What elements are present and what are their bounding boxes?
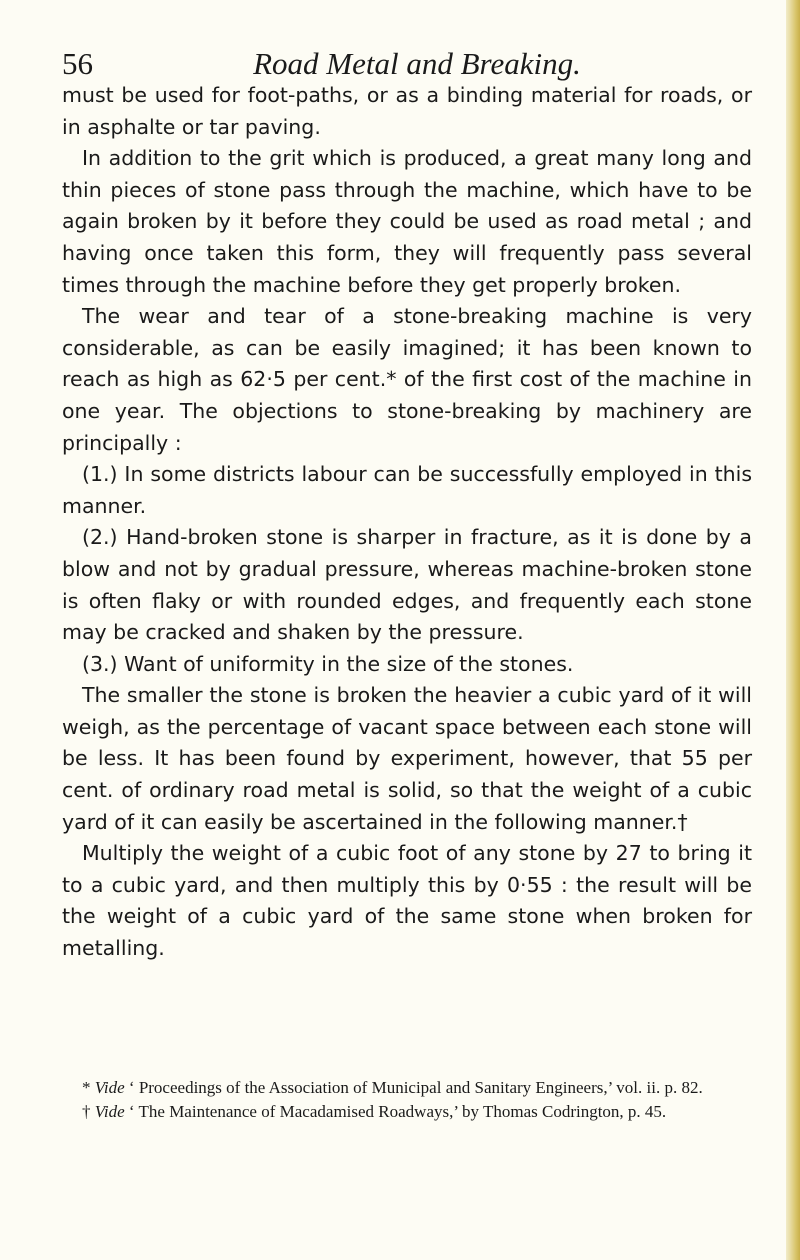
paragraph-5: (2.) Hand-broken stone is sharper in fracture, as it is done by a blow and not by gradual pressure, whereas machine-broken stone is often flaky or with rounded edges, and frequently each stone may be cracked and shaken by the pressure.: [62, 525, 752, 645]
paragraph-4: (1.) In some districts labour can be successfully employed in this manner.: [62, 462, 752, 518]
page-edge: [786, 0, 800, 1260]
footnote-2-vide: Vide: [94, 1102, 125, 1121]
footnote-1-text: ‘ Proceedings of the Association of Municipal and Sanitary Engineers,’ vol. ii. p. 82.: [128, 1078, 703, 1097]
paragraph-3: The wear and tear of a stone-breaking machine is very considerable, as can be easily imagined; it has been known to reach as high as 62·5 per cent.* of the first cost of the machine in one year. The objections to stone-breaking by machinery are principally :: [62, 304, 752, 455]
paragraph-7: The smaller the stone is broken the heavier a cubic yard of it will weigh, as the percentage of vacant space between each stone will be less. It has been found by experiment, however, that 55 per cent. of ordinary road metal is solid, so that the weight of a cubic yard of it can easily be ascertained in the following manner.†: [62, 683, 752, 834]
footnote-1-mark: *: [82, 1078, 91, 1097]
page-number: 56: [62, 46, 93, 81]
footnote-2-mark: †: [82, 1102, 91, 1121]
body-text: [62, 80, 752, 965]
paragraph-1: must be used for foot-paths, or as a binding material for roads, or in asphalte or tar paving.: [62, 83, 752, 139]
paragraph-6: (3.) Want of uniformity in the size of the stones.: [82, 651, 574, 676]
running-title: Road Metal and Breaking.: [253, 46, 581, 81]
footnote-2: [62, 1100, 752, 1124]
footnotes: [62, 1076, 752, 1124]
paragraph-8: Multiply the weight of a cubic foot of any stone by 27 to bring it to a cubic yard, and then multiply this by 0·55 : the result will be the weight of a cubic yard of the same stone when broken for metalling.: [62, 841, 752, 961]
footnote-1: [62, 1076, 752, 1100]
footnote-2-text: ‘ The Maintenance of Macadamised Roadways,’ by Thomas Codrington, p. 45.: [128, 1102, 667, 1121]
paragraph-2: In addition to the grit which is produced, a great many long and thin pieces of stone pass through the machine, which have to be again broken by it before they could be used as road metal ; and having once taken this form, they will frequently pass several times through the machine before they get properly broken.: [62, 146, 752, 297]
footnote-1-vide: Vide: [94, 1078, 125, 1097]
